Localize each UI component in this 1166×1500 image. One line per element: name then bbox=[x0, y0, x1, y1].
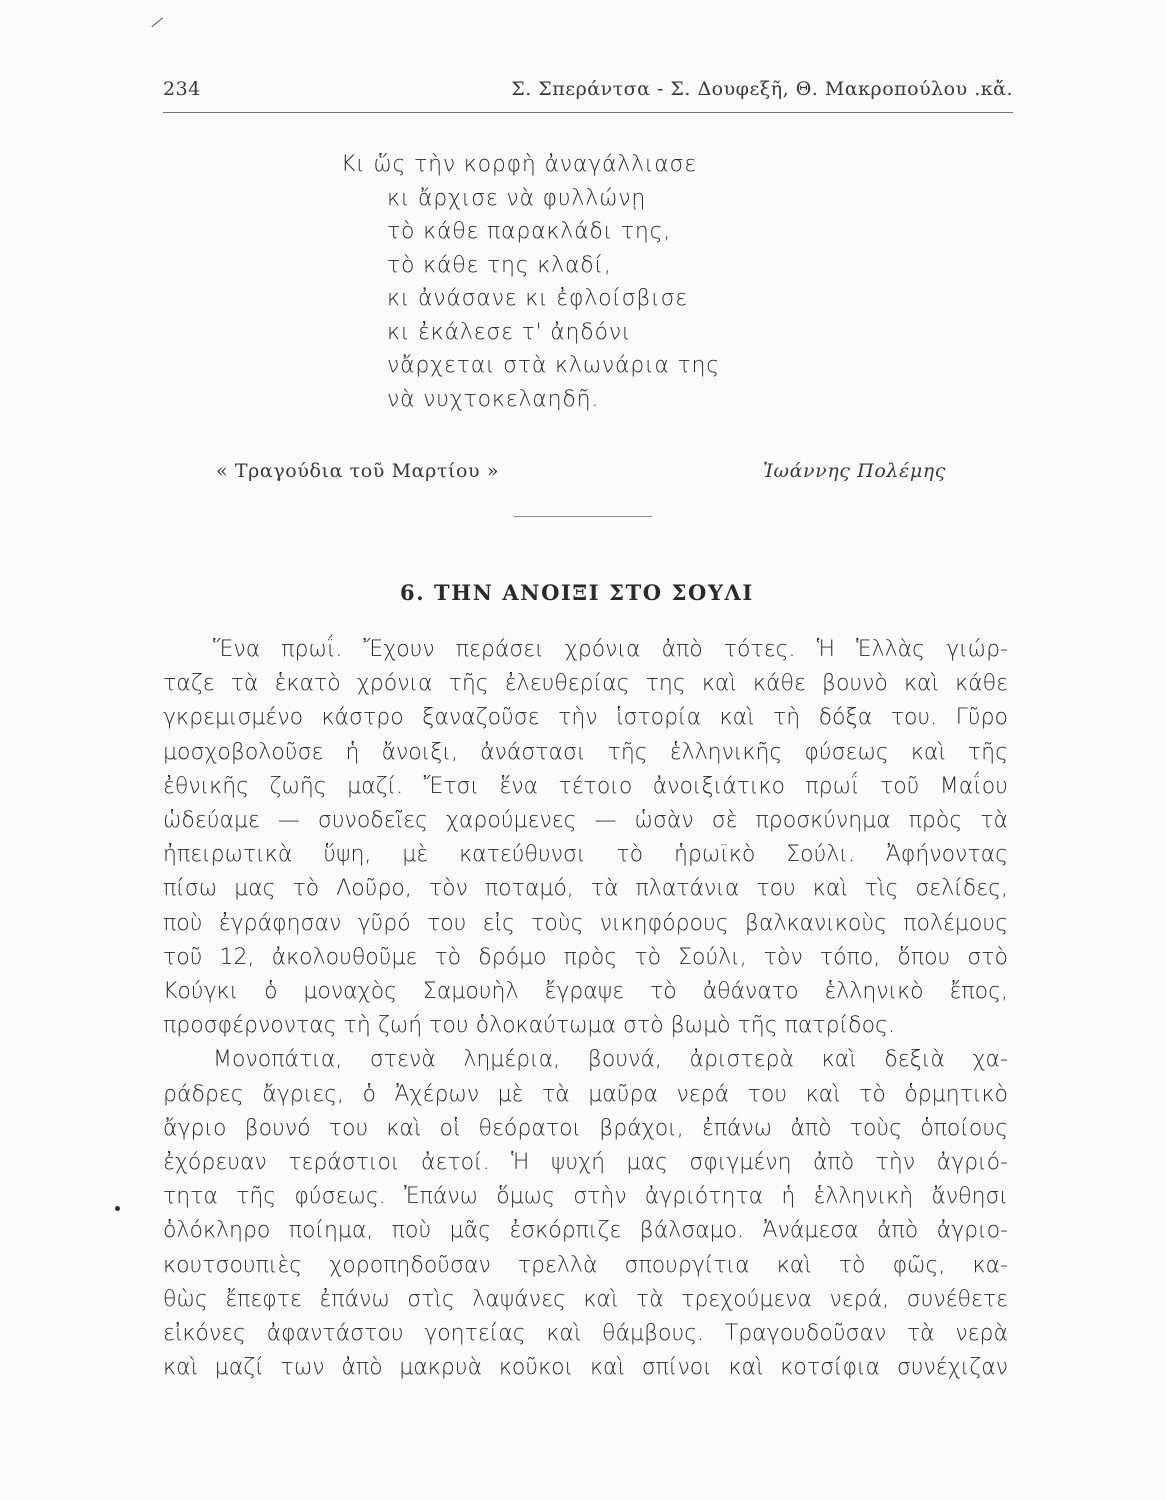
text-line: ποὺ ἐγράφησαν γῦρό του εἰς τοὺς νικηφόρους βαλκανικοὺς πολέμους bbox=[163, 910, 1008, 936]
text-line: γκρεμισμένο κάστρο ξαναζοῦσε τὴν ἱστορία καὶ τὴ δόξα του. Γῦρο bbox=[163, 705, 1008, 731]
running-head: Σ. Σπεράντσα - Σ. Δουφεξῆ, Θ. Μακροπούλου .κἄ. bbox=[511, 78, 1013, 100]
text-line: κουτσουπιὲς χοροπηδοῦσαν τρελλὰ σπουργίτια καὶ τὸ φῶς, κα- bbox=[163, 1252, 1008, 1278]
poem-line: κι ἄρχισε νὰ φυλλώνῃ bbox=[387, 185, 647, 211]
text-line: πίσω μας τὸ Λοῦρο, τὸν ποταμό, τὰ πλατάνια του καὶ τὶς σελίδες, bbox=[163, 876, 1008, 902]
poem-source: « Τραγούδια τοῦ Μαρτίου » bbox=[216, 460, 500, 482]
poem-line: νἄρχεται στὰ κλωνάρια της bbox=[387, 353, 720, 378]
poem-line: τὸ κάθε παρακλάδι της, bbox=[387, 219, 672, 244]
text-line: μοσχοβολοῦσε ἡ ἄνοιξι, ἀνάστασι τῆς ἑλληνικῆς φύσεως καὶ τῆς bbox=[163, 739, 1008, 765]
poem bbox=[341, 148, 861, 416]
margin-dot bbox=[115, 1206, 120, 1211]
text-line: ἐθνικῆς ζωῆς μαζί. Ἔτσι ἕνα τέτοιο ἀνοιξιάτικο πρωΐ τοῦ Μαΐου bbox=[163, 773, 1008, 799]
poem-line: τὸ κάθε της κλαδί, bbox=[387, 252, 612, 278]
text-line: ὁλόκληρο ποίημα, ποὺ μᾶς ἐσκόρπιζε βάλσαμο. Ἀνάμεσα ἀπὸ ἀγριο- bbox=[163, 1218, 1008, 1244]
body-text bbox=[163, 633, 1008, 1385]
text-line: Ἕνα πρωΐ. Ἔχουν περάσει χρόνια ἀπὸ τότες. Ἡ Ἑλλὰς γιώρ- bbox=[213, 637, 1008, 662]
header-rule bbox=[163, 112, 1013, 113]
text-line: Κούγκι ὁ μοναχὸς Σαμουὴλ ἔγραψε τὸ ἀθάνατο ἑλληνικὸ ἔπος, bbox=[163, 979, 1008, 1005]
section-title: 6. ΤΗΝ ΑΝΟΙΞΙ ΣΤΟ ΣΟΥΛΙ bbox=[400, 580, 754, 605]
poem-line: κι ἐκάλεσε τ' ἀηδόνι bbox=[387, 319, 632, 345]
text-line: ἄγριο βουνό του καὶ οἱ θεόρατοι βράχοι, ἐπάνω ἀπὸ τοὺς ὁποίους bbox=[163, 1115, 1008, 1141]
poem-line: Κι ὥς τὴν κορφὴ ἀναγάλλιασε bbox=[341, 152, 697, 177]
poem-line: κι ἀνάσανε κι ἐφλοίσβισε bbox=[387, 286, 688, 311]
text-line: τητα τῆς φύσεως. Ἐπάνω ὅμως στὴν ἀγριότητα ἡ ἑλληνικὴ ἄνθησι bbox=[163, 1184, 1008, 1210]
page-header bbox=[163, 78, 1013, 108]
text-line: εἰκόνες ἀφαντάστου γοητείας καὶ θάμβους. Τραγουδοῦσαν τὰ νερὰ bbox=[163, 1321, 1008, 1347]
text-line: καὶ μαζί των ἀπὸ μακρυὰ κοῦκοι καὶ σπίνοι καὶ κοτσίφια συνέχιζαν bbox=[163, 1355, 1008, 1381]
pencil-mark bbox=[151, 18, 162, 28]
text-line: ἐχόρευαν τεράστιοι ἀετοί. Ἡ ψυχή μας σφιγμένη ἀπὸ τὴν ἀγριό- bbox=[163, 1150, 1008, 1176]
text-line: θὼς ἔπεφτε ἐπάνω στὶς λαψάνες καὶ τὰ τρεχούμενα νερά, συνέθετε bbox=[163, 1286, 1008, 1312]
text-line: ὡδεύαμε — συνοδεῖες χαρούμενες — ὡσὰν σὲ προσκύνημα πρὸς τὰ bbox=[163, 808, 1008, 834]
page-number: 234 bbox=[163, 78, 201, 100]
text-line: ταζε τὰ ἑκατὸ χρόνια τῆς ἐλευθερίας της καὶ κάθε βουνὸ καὶ κάθε bbox=[163, 671, 1008, 697]
poem-line: νὰ νυχτοκελαηδῆ. bbox=[387, 386, 600, 412]
text-line: ράδρες ἄγριες, ὁ Ἀχέρων μὲ τὰ μαῦρα νερά του καὶ τὸ ὁρμητικὸ bbox=[163, 1081, 1008, 1107]
text-line: τοῦ 12, ἀκολουθοῦμε τὸ δρόμο πρὸς τὸ Σούλι, τὸν τόπο, ὅπου στὸ bbox=[163, 944, 1008, 970]
section-separator bbox=[514, 516, 652, 517]
text-line: Μονοπάτια, στενὰ λημέρια, βουνά, ἀριστερὰ καὶ δεξιὰ χα- bbox=[213, 1047, 1008, 1073]
text-line: ἠπειρωτικὰ ὕψη, μὲ κατεύθυνσι τὸ ἡρωϊκὸ Σούλι. Ἀφήνοντας bbox=[163, 842, 1008, 868]
poem-author: Ἰωάννης Πολέμης bbox=[763, 460, 947, 482]
text-line: προσφέρνοντας τὴ ζωή του ὁλοκαύτωμα στὸ βωμὸ τῆς πατρίδος. bbox=[163, 1013, 895, 1039]
